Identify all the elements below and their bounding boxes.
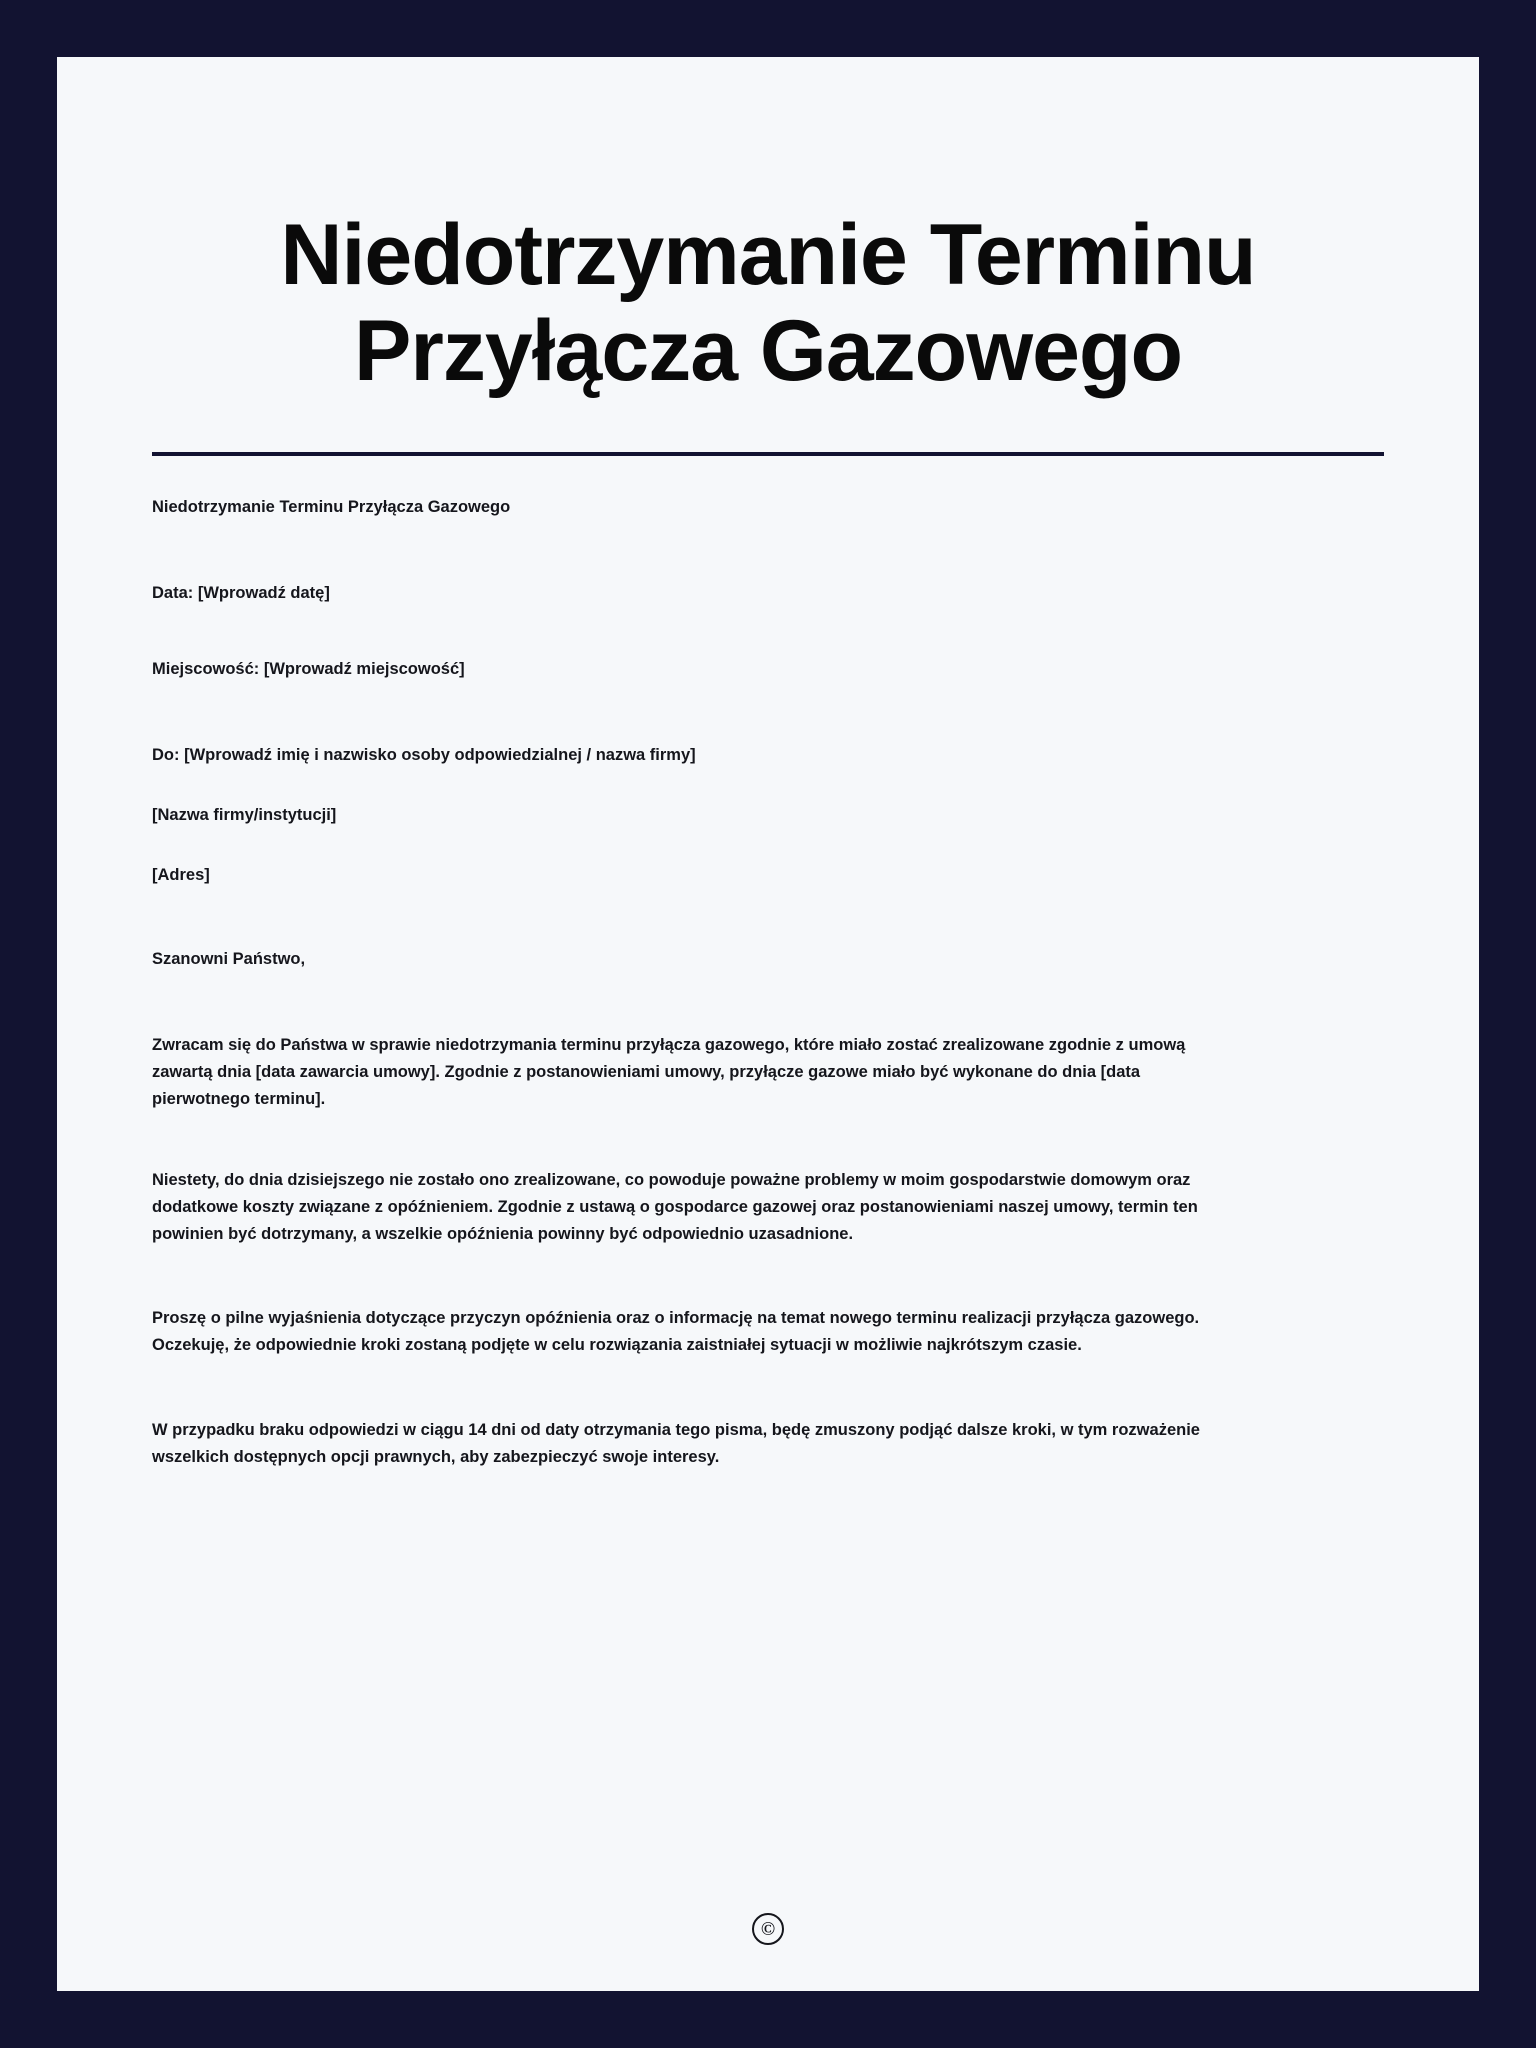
spacer bbox=[152, 1247, 1384, 1305]
letter-paragraph-4: W przypadku braku odpowiedzi w ciągu 14 dni od daty otrzymania tego pisma, będę zmuszony podjąć dalsze kroki, w tym rozważenie wszelkich dostępnych opcji prawnych, aby zabezpieczyć swoje interesy. bbox=[152, 1420, 1200, 1466]
letter-paragraph-1: Zwracam się do Państwa w sprawie niedotrzymania terminu przyłącza gazowego, które miało zostać zrealizowane zgodnie z umową zawartą dnia [data zawarcia umowy]. Zgodnie z postanowieniami umowy, przyłącze gazowe miało być wykonane do dnia [data pierwotnego terminu]. bbox=[152, 1036, 1186, 1108]
letter-address-line: [Adres] bbox=[152, 866, 210, 885]
letter-city-line: Miejscowość: [Wprowadź miejscowość] bbox=[152, 660, 465, 679]
letter-body bbox=[57, 456, 1479, 1763]
copyright-icon: © bbox=[752, 1913, 784, 1945]
document-header bbox=[57, 57, 1479, 456]
letter-date-line: Data: [Wprowadź datę] bbox=[152, 583, 330, 602]
spacer bbox=[152, 1112, 1384, 1167]
spacer bbox=[152, 605, 1384, 658]
letter-paragraph-2: Niestety, do dnia dzisiejszego nie zostało ono zrealizowane, co powoduje poważne problemy w moim gospodarstwie domowym oraz dodatkowe koszty związane z opóźnieniem. Zgodnie z ustawą o gospodarce gazowej oraz postanowieniami naszej umowy, termin ten powinien być dotrzymany, a wszelkie opóźnienia powinny być odpowiednio uzasadnione. bbox=[152, 1171, 1198, 1243]
letter-salutation: Szanowni Państwo, bbox=[152, 950, 306, 969]
spacer bbox=[152, 682, 1384, 744]
spacer bbox=[152, 768, 1384, 804]
letter-subject: Niedotrzymanie Terminu Przyłącza Gazowego bbox=[152, 497, 511, 516]
letter-company-line: [Nazwa firmy/instytucji] bbox=[152, 806, 337, 825]
document-sheet bbox=[57, 57, 1479, 1991]
letter-paragraph-3: Proszę o pilne wyjaśnienia dotyczące przyczyn opóźnienia oraz o informację na temat nowego terminu realizacji przyłącza gazowego. Oczekuję, że odpowiednie kroki zostaną podjęte w celu rozwiązania zaistniałej sytuacji w możliwie najkrótszym czasie. bbox=[152, 1309, 1200, 1355]
document-footer bbox=[57, 1913, 1479, 1991]
page-title: Niedotrzymanie Terminu Przyłącza Gazowego bbox=[280, 207, 1256, 400]
spacer bbox=[152, 888, 1384, 948]
spacer bbox=[152, 828, 1384, 864]
spacer bbox=[152, 520, 1384, 582]
spacer bbox=[152, 972, 1384, 1032]
letter-recipient-line: Do: [Wprowadź imię i nazwisko osoby odpowiedzialnej / nazwa firmy] bbox=[152, 746, 696, 765]
spacer bbox=[152, 1359, 1384, 1417]
